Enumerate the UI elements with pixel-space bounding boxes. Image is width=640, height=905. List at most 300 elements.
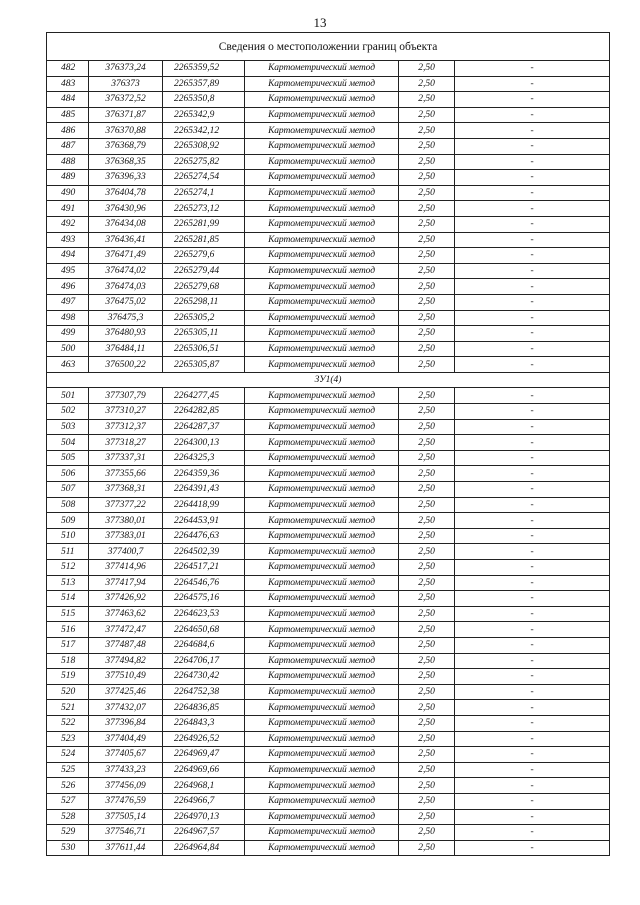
x-coordinate-cell: 377425,46 (89, 684, 163, 700)
point-number-cell: 488 (47, 154, 89, 170)
accuracy-cell: 2,50 (399, 357, 455, 373)
table-row (47, 731, 610, 747)
y-coordinate-cell: 2264623,53 (163, 606, 245, 622)
description-cell: - (455, 310, 610, 326)
y-coordinate-cell: 2264476,63 (163, 528, 245, 544)
accuracy-cell: 2,50 (399, 294, 455, 310)
x-coordinate-cell: 377380,01 (89, 513, 163, 529)
accuracy-cell: 2,50 (399, 326, 455, 342)
point-number-cell: 508 (47, 497, 89, 513)
method-cell: Картометрический метод (245, 138, 399, 154)
point-number-cell: 516 (47, 622, 89, 638)
description-cell: - (455, 778, 610, 794)
point-number-cell: 528 (47, 809, 89, 825)
x-coordinate-cell: 377312,37 (89, 419, 163, 435)
accuracy-cell: 2,50 (399, 466, 455, 482)
y-coordinate-cell: 2264836,85 (163, 700, 245, 716)
point-number-cell: 513 (47, 575, 89, 591)
table-row (47, 170, 610, 186)
x-coordinate-cell: 377487,48 (89, 637, 163, 653)
x-coordinate-cell: 376368,79 (89, 138, 163, 154)
x-coordinate-cell: 376373 (89, 76, 163, 92)
accuracy-cell: 2,50 (399, 700, 455, 716)
accuracy-cell: 2,50 (399, 310, 455, 326)
table-row (47, 544, 610, 560)
description-cell: - (455, 497, 610, 513)
y-coordinate-cell: 2264752,38 (163, 684, 245, 700)
table-row (47, 528, 610, 544)
x-coordinate-cell: 376372,52 (89, 92, 163, 108)
x-coordinate-cell: 376368,35 (89, 154, 163, 170)
accuracy-cell: 2,50 (399, 560, 455, 576)
accuracy-cell: 2,50 (399, 185, 455, 201)
table-row (47, 809, 610, 825)
accuracy-cell: 2,50 (399, 715, 455, 731)
description-cell: - (455, 544, 610, 560)
description-cell: - (455, 232, 610, 248)
accuracy-cell: 2,50 (399, 61, 455, 77)
accuracy-cell: 2,50 (399, 232, 455, 248)
table-row (47, 560, 610, 576)
method-cell: Картометрический метод (245, 76, 399, 92)
description-cell: - (455, 170, 610, 186)
table-row (47, 357, 610, 373)
table-row (47, 404, 610, 420)
description-cell: - (455, 419, 610, 435)
y-coordinate-cell: 2265359,52 (163, 61, 245, 77)
description-cell: - (455, 700, 610, 716)
y-coordinate-cell: 2265279,6 (163, 248, 245, 264)
accuracy-cell: 2,50 (399, 279, 455, 295)
table-row (47, 482, 610, 498)
table-row (47, 715, 610, 731)
table-row (47, 684, 610, 700)
y-coordinate-cell: 2264684,6 (163, 637, 245, 653)
table-row (47, 388, 610, 404)
description-cell: - (455, 731, 610, 747)
method-cell: Картометрический метод (245, 61, 399, 77)
description-cell: - (455, 653, 610, 669)
y-coordinate-cell: 2264325,3 (163, 450, 245, 466)
method-cell: Картометрический метод (245, 450, 399, 466)
method-cell: Картометрический метод (245, 715, 399, 731)
x-coordinate-cell: 376500,22 (89, 357, 163, 373)
table-row (47, 762, 610, 778)
y-coordinate-cell: 2264650,68 (163, 622, 245, 638)
table-row (47, 700, 610, 716)
method-cell: Картометрический метод (245, 684, 399, 700)
point-number-cell: 482 (47, 61, 89, 77)
accuracy-cell: 2,50 (399, 154, 455, 170)
x-coordinate-cell: 376480,93 (89, 326, 163, 342)
description-cell: - (455, 560, 610, 576)
table-row (47, 138, 610, 154)
method-cell: Картометрический метод (245, 107, 399, 123)
table-row (47, 76, 610, 92)
method-cell: Картометрический метод (245, 154, 399, 170)
accuracy-cell: 2,50 (399, 840, 455, 856)
accuracy-cell: 2,50 (399, 76, 455, 92)
method-cell: Картометрический метод (245, 170, 399, 186)
y-coordinate-cell: 2264969,66 (163, 762, 245, 778)
x-coordinate-cell: 376373,24 (89, 61, 163, 77)
description-cell: - (455, 762, 610, 778)
y-coordinate-cell: 2264418,99 (163, 497, 245, 513)
y-coordinate-cell: 2264843,3 (163, 715, 245, 731)
point-number-cell: 496 (47, 279, 89, 295)
point-number-cell: 486 (47, 123, 89, 139)
y-coordinate-cell: 2264517,21 (163, 560, 245, 576)
method-cell: Картометрический метод (245, 544, 399, 560)
description-cell: - (455, 185, 610, 201)
point-number-cell: 530 (47, 840, 89, 856)
point-number-cell: 509 (47, 513, 89, 529)
method-cell: Картометрический метод (245, 575, 399, 591)
description-cell: - (455, 404, 610, 420)
x-coordinate-cell: 377368,31 (89, 482, 163, 498)
method-cell: Картометрический метод (245, 482, 399, 498)
x-coordinate-cell: 377611,44 (89, 840, 163, 856)
method-cell: Картометрический метод (245, 279, 399, 295)
accuracy-cell: 2,50 (399, 138, 455, 154)
table-row (47, 216, 610, 232)
table-row (47, 201, 610, 217)
x-coordinate-cell: 376474,03 (89, 279, 163, 295)
y-coordinate-cell: 2265281,85 (163, 232, 245, 248)
description-cell: - (455, 715, 610, 731)
point-number-cell: 525 (47, 762, 89, 778)
x-coordinate-cell: 377476,59 (89, 793, 163, 809)
x-coordinate-cell: 376475,02 (89, 294, 163, 310)
accuracy-cell: 2,50 (399, 435, 455, 451)
method-cell: Картометрический метод (245, 326, 399, 342)
point-number-cell: 494 (47, 248, 89, 264)
method-cell: Картометрический метод (245, 528, 399, 544)
point-number-cell: 529 (47, 825, 89, 841)
x-coordinate-cell: 377463,62 (89, 606, 163, 622)
section-label: ЗУ1(4) (47, 372, 610, 388)
x-coordinate-cell: 376370,88 (89, 123, 163, 139)
method-cell: Картометрический метод (245, 310, 399, 326)
point-number-cell: 463 (47, 357, 89, 373)
description-cell: - (455, 154, 610, 170)
accuracy-cell: 2,50 (399, 201, 455, 217)
y-coordinate-cell: 2265357,89 (163, 76, 245, 92)
table-row (47, 310, 610, 326)
table-row (47, 419, 610, 435)
table-row (47, 435, 610, 451)
x-coordinate-cell: 377405,67 (89, 747, 163, 763)
method-cell: Картометрический метод (245, 560, 399, 576)
method-cell: Картометрический метод (245, 216, 399, 232)
table-row (47, 622, 610, 638)
accuracy-cell: 2,50 (399, 497, 455, 513)
description-cell: - (455, 528, 610, 544)
y-coordinate-cell: 2264277,45 (163, 388, 245, 404)
method-cell: Картометрический метод (245, 762, 399, 778)
accuracy-cell: 2,50 (399, 92, 455, 108)
point-number-cell: 503 (47, 419, 89, 435)
method-cell: Картометрический метод (245, 840, 399, 856)
description-cell: - (455, 482, 610, 498)
accuracy-cell: 2,50 (399, 762, 455, 778)
x-coordinate-cell: 377432,07 (89, 700, 163, 716)
point-number-cell: 512 (47, 560, 89, 576)
method-cell: Картометрический метод (245, 591, 399, 607)
description-cell: - (455, 840, 610, 856)
description-cell: - (455, 747, 610, 763)
description-cell: - (455, 575, 610, 591)
method-cell: Картометрический метод (245, 404, 399, 420)
page-number: 13 (313, 15, 327, 30)
accuracy-cell: 2,50 (399, 793, 455, 809)
accuracy-cell: 2,50 (399, 731, 455, 747)
description-cell: - (455, 294, 610, 310)
y-coordinate-cell: 2264282,85 (163, 404, 245, 420)
x-coordinate-cell: 377494,82 (89, 653, 163, 669)
point-number-cell: 519 (47, 669, 89, 685)
description-cell: - (455, 201, 610, 217)
method-cell: Картометрический метод (245, 778, 399, 794)
accuracy-cell: 2,50 (399, 809, 455, 825)
y-coordinate-cell: 2265279,68 (163, 279, 245, 295)
table-title-row (47, 33, 610, 61)
x-coordinate-cell: 377400,7 (89, 544, 163, 560)
x-coordinate-cell: 377505,14 (89, 809, 163, 825)
x-coordinate-cell: 377414,96 (89, 560, 163, 576)
accuracy-cell: 2,50 (399, 404, 455, 420)
point-number-cell: 484 (47, 92, 89, 108)
point-number-cell: 523 (47, 731, 89, 747)
point-number-cell: 500 (47, 341, 89, 357)
description-cell: - (455, 279, 610, 295)
accuracy-cell: 2,50 (399, 263, 455, 279)
point-number-cell: 493 (47, 232, 89, 248)
accuracy-cell: 2,50 (399, 528, 455, 544)
x-coordinate-cell: 377307,79 (89, 388, 163, 404)
table-title: Сведения о местоположении границ объекта (47, 33, 610, 61)
accuracy-cell: 2,50 (399, 341, 455, 357)
y-coordinate-cell: 2265279,44 (163, 263, 245, 279)
point-number-cell: 507 (47, 482, 89, 498)
description-cell: - (455, 92, 610, 108)
x-coordinate-cell: 376436,41 (89, 232, 163, 248)
point-number-cell: 491 (47, 201, 89, 217)
description-cell: - (455, 76, 610, 92)
y-coordinate-cell: 2265308,92 (163, 138, 245, 154)
point-number-cell: 526 (47, 778, 89, 794)
accuracy-cell: 2,50 (399, 747, 455, 763)
y-coordinate-cell: 2264969,47 (163, 747, 245, 763)
description-cell: - (455, 606, 610, 622)
accuracy-cell: 2,50 (399, 653, 455, 669)
y-coordinate-cell: 2265305,2 (163, 310, 245, 326)
method-cell: Картометрический метод (245, 637, 399, 653)
description-cell: - (455, 341, 610, 357)
y-coordinate-cell: 2265306,51 (163, 341, 245, 357)
x-coordinate-cell: 377337,31 (89, 450, 163, 466)
description-cell: - (455, 809, 610, 825)
y-coordinate-cell: 2265281,99 (163, 216, 245, 232)
point-number-cell: 514 (47, 591, 89, 607)
description-cell: - (455, 669, 610, 685)
y-coordinate-cell: 2264502,39 (163, 544, 245, 560)
description-cell: - (455, 138, 610, 154)
table-row (47, 248, 610, 264)
method-cell: Картометрический метод (245, 466, 399, 482)
y-coordinate-cell: 2264926,52 (163, 731, 245, 747)
y-coordinate-cell: 2265273,12 (163, 201, 245, 217)
accuracy-cell: 2,50 (399, 216, 455, 232)
table-row (47, 653, 610, 669)
table-row (47, 154, 610, 170)
description-cell: - (455, 123, 610, 139)
table-row (47, 279, 610, 295)
method-cell: Картометрический метод (245, 435, 399, 451)
description-cell: - (455, 107, 610, 123)
point-number-cell: 504 (47, 435, 89, 451)
point-number-cell: 520 (47, 684, 89, 700)
description-cell: - (455, 793, 610, 809)
y-coordinate-cell: 2265342,9 (163, 107, 245, 123)
y-coordinate-cell: 2264546,76 (163, 575, 245, 591)
description-cell: - (455, 435, 610, 451)
table-row (47, 778, 610, 794)
method-cell: Картометрический метод (245, 419, 399, 435)
table-row (47, 591, 610, 607)
table-row (47, 107, 610, 123)
method-cell: Картометрический метод (245, 653, 399, 669)
table-row (47, 825, 610, 841)
accuracy-cell: 2,50 (399, 388, 455, 404)
y-coordinate-cell: 2265275,82 (163, 154, 245, 170)
y-coordinate-cell: 2264300,13 (163, 435, 245, 451)
accuracy-cell: 2,50 (399, 513, 455, 529)
point-number-cell: 497 (47, 294, 89, 310)
method-cell: Картометрический метод (245, 263, 399, 279)
method-cell: Картометрический метод (245, 341, 399, 357)
x-coordinate-cell: 377456,09 (89, 778, 163, 794)
x-coordinate-cell: 377472,47 (89, 622, 163, 638)
description-cell: - (455, 326, 610, 342)
x-coordinate-cell: 376404,78 (89, 185, 163, 201)
point-number-cell: 527 (47, 793, 89, 809)
method-cell: Картометрический метод (245, 747, 399, 763)
y-coordinate-cell: 2264575,16 (163, 591, 245, 607)
x-coordinate-cell: 377355,66 (89, 466, 163, 482)
y-coordinate-cell: 2264730,42 (163, 669, 245, 685)
point-number-cell: 511 (47, 544, 89, 560)
y-coordinate-cell: 2264453,91 (163, 513, 245, 529)
table-row (47, 341, 610, 357)
point-number-cell: 506 (47, 466, 89, 482)
table-row (47, 450, 610, 466)
section-header-row (47, 372, 610, 388)
method-cell: Картометрический метод (245, 248, 399, 264)
method-cell: Картометрический метод (245, 357, 399, 373)
x-coordinate-cell: 377383,01 (89, 528, 163, 544)
description-cell: - (455, 61, 610, 77)
table-row (47, 840, 610, 856)
x-coordinate-cell: 377546,71 (89, 825, 163, 841)
x-coordinate-cell: 376475,3 (89, 310, 163, 326)
point-number-cell: 492 (47, 216, 89, 232)
point-number-cell: 487 (47, 138, 89, 154)
accuracy-cell: 2,50 (399, 684, 455, 700)
method-cell: Картометрический метод (245, 793, 399, 809)
method-cell: Картометрический метод (245, 92, 399, 108)
x-coordinate-cell: 377404,49 (89, 731, 163, 747)
accuracy-cell: 2,50 (399, 669, 455, 685)
table-row (47, 575, 610, 591)
accuracy-cell: 2,50 (399, 637, 455, 653)
description-cell: - (455, 466, 610, 482)
point-number-cell: 498 (47, 310, 89, 326)
y-coordinate-cell: 2265342,12 (163, 123, 245, 139)
accuracy-cell: 2,50 (399, 107, 455, 123)
point-number-cell: 485 (47, 107, 89, 123)
accuracy-cell: 2,50 (399, 482, 455, 498)
description-cell: - (455, 825, 610, 841)
y-coordinate-cell: 2265350,8 (163, 92, 245, 108)
x-coordinate-cell: 376484,11 (89, 341, 163, 357)
y-coordinate-cell: 2264967,57 (163, 825, 245, 841)
accuracy-cell: 2,50 (399, 123, 455, 139)
description-cell: - (455, 248, 610, 264)
description-cell: - (455, 263, 610, 279)
x-coordinate-cell: 377510,49 (89, 669, 163, 685)
description-cell: - (455, 357, 610, 373)
table-row (47, 513, 610, 529)
y-coordinate-cell: 2264359,36 (163, 466, 245, 482)
table-row (47, 606, 610, 622)
accuracy-cell: 2,50 (399, 825, 455, 841)
point-number-cell: 522 (47, 715, 89, 731)
accuracy-cell: 2,50 (399, 591, 455, 607)
point-number-cell: 489 (47, 170, 89, 186)
method-cell: Картометрический метод (245, 388, 399, 404)
accuracy-cell: 2,50 (399, 606, 455, 622)
method-cell: Картометрический метод (245, 731, 399, 747)
x-coordinate-cell: 377310,27 (89, 404, 163, 420)
accuracy-cell: 2,50 (399, 248, 455, 264)
table-row (47, 497, 610, 513)
description-cell: - (455, 388, 610, 404)
y-coordinate-cell: 2264968,1 (163, 778, 245, 794)
table-row (47, 232, 610, 248)
table-row (47, 326, 610, 342)
description-cell: - (455, 450, 610, 466)
method-cell: Картометрический метод (245, 700, 399, 716)
method-cell: Картометрический метод (245, 825, 399, 841)
description-cell: - (455, 637, 610, 653)
y-coordinate-cell: 2264970,13 (163, 809, 245, 825)
table-row (47, 123, 610, 139)
x-coordinate-cell: 377433,23 (89, 762, 163, 778)
y-coordinate-cell: 2265305,11 (163, 326, 245, 342)
accuracy-cell: 2,50 (399, 419, 455, 435)
table-row (47, 92, 610, 108)
y-coordinate-cell: 2264706,17 (163, 653, 245, 669)
point-number-cell: 499 (47, 326, 89, 342)
point-number-cell: 524 (47, 747, 89, 763)
x-coordinate-cell: 377396,84 (89, 715, 163, 731)
point-number-cell: 505 (47, 450, 89, 466)
y-coordinate-cell: 2264966,7 (163, 793, 245, 809)
point-number-cell: 483 (47, 76, 89, 92)
description-cell: - (455, 591, 610, 607)
accuracy-cell: 2,50 (399, 544, 455, 560)
